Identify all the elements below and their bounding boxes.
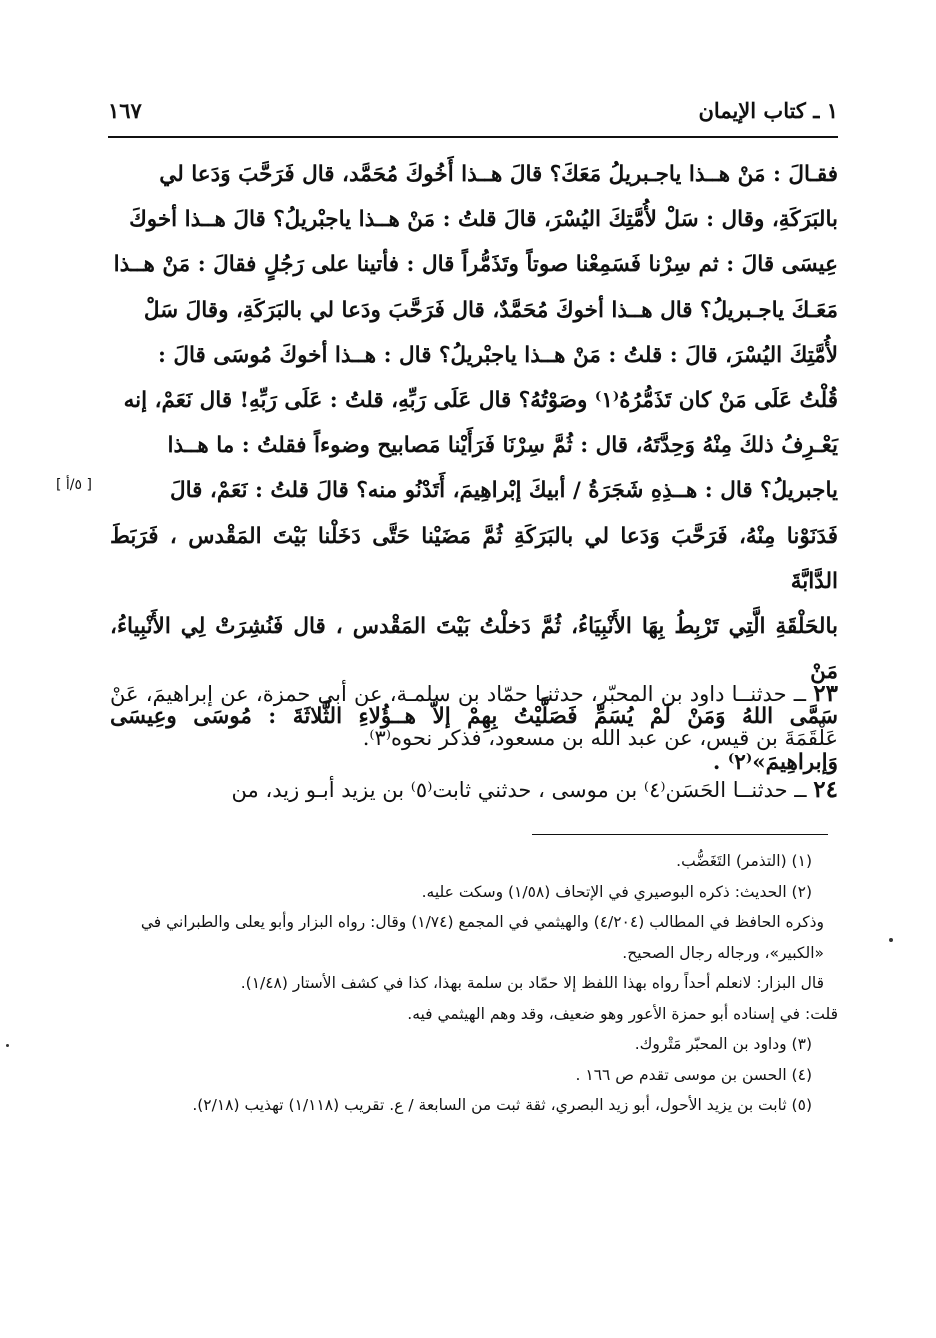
text-line: بالبَرَكَةِ، وقال : سَلْ لأُمَّتِكَ اليُسْرَ، قالَ قلتُ : مَنْ هــذا ياجبْريلُ؟ قالَ هــذا أخوكَ <box>129 207 838 233</box>
text-line: قُلْتُ عَلَى مَنْ كان تَذَمُّرُهُ⁽١⁾ وصَوْتُهُ؟ قال عَلَى رَبِّهِ، قلتُ : عَلَى رَبِّهِ! قال نَعَمْ، إنه <box>123 388 838 414</box>
text-line: فقـالَ : مَنْ هــذا ياجـبريلُ مَعَكَ؟ قالَ هــذا أَخُوكَ مُحَمَّد، قال فَرَحَّبَ وَدَعا لي <box>159 162 838 187</box>
footnote-1: (١) (التذمر) التَغَضُّب. <box>676 852 812 870</box>
hadith-24 <box>110 768 838 812</box>
text-line: فَدَنَوْنا مِنْهُ، فَرَحَّبَ وَدَعا لي بالبَرَكَةِ ثُمَّ مَضَيْنا حَتَّى دَخَلْنا بَيْتَ المَقْدس ، فَرَبَطَ الدَّابَّةَ <box>110 523 838 594</box>
hadith-text: ــ حدثنــا داود بن المحبّر، حدثنـا حمّاد بن سلمـة، عن أبي حمزة، عن إبراهيمَ، عَنْ عَلْقَمَةَ بن قيس، عن عبد الله بن مسعود، فذكر نحوه⁽٣⁾. <box>110 682 838 750</box>
scan-speck <box>6 1044 9 1047</box>
text-line: بالحَلْقَةِ الَّتِي تَرْبِطُ بِهَا الأَنْبِيَاءُ، ثُمَّ دَخلْتُ بَيْتَ المَقْدس ، قال فَنُشِرَتْ لِي الأَنْبِياءُ، مَنْ <box>110 614 838 685</box>
footnote-rule <box>532 834 828 835</box>
hadith-text: ــ حدثنــا الحَسَن⁽٤⁾ بن موسى ، حدثني ثابت⁽٥⁾ بن يزيد أبـو زيد، من <box>231 778 807 802</box>
header-rule <box>108 136 838 138</box>
text-line: مَعَـكَ ياجـبريلُ؟ قال هــذا أخوكَ مُحَمَّدٌ، قال فَرَحَّبَ ودَعا لي بالبَرَكَةِ، وقالَ سَلْ <box>143 297 838 323</box>
chapter-title: ١ ـ كتاب الإيمان <box>698 97 838 123</box>
footnote-4: (٤) الحسن بن موسى تقدم ص ١٦٦ . <box>575 1065 812 1084</box>
footnote-3: (٣) وداود بن المحبّر مَتْروك. <box>634 1035 812 1053</box>
footnote-2-continued: قال البزار: لانعلم أحداً رواه بهذا اللفظ إلا حمّاد بن سلمة بهذا، كذا في كشف الأستار (١/٤٨). <box>240 974 824 992</box>
text-line: لأُمَّتِكَ اليُسْرَ، قالَ : قلتُ : مَنْ هــذا ياجبْريلُ؟ قال : هــذا أخوكَ مُوسَى قالَ : <box>157 342 838 368</box>
hadith-23 <box>110 672 838 760</box>
text-line: سَمَّى اللهُ وَمَنْ لَمْ يُسَمِّ فَصَلَّيْتُ بِهِمْ إلاّ هــؤُلاءِ الثَّلاثَةَ : مُوسَى وعِيسَى وَإبراهِيمَ»⁽٢⁾ . <box>110 704 838 775</box>
scan-speck <box>889 938 893 942</box>
footnotes <box>110 846 838 1121</box>
footnote-5: (٥) ثابت بن يزيد الأحول، أبو زيد البصري، ثقة ثبت من السابعة / ع. تقريب (١/١١٨) تهذيب (٢/١٨). <box>192 1096 812 1114</box>
text-line: عِيسَى قالَ : ثم سِرْنا فَسَمِعْنا صوتاً وتَذَمُّراً قال : فأتينا على رَجُلٍ فقالَ : مَنْ هــذا <box>113 252 838 278</box>
footnote-2: (٢) الحديث: ذكره البوصيري في الإتحاف (١/٥٨) وسكت عليه. <box>421 882 812 901</box>
margin-manuscript-note: [ ٥/أ ] <box>56 477 92 493</box>
footnote-2-continued: وذكره الحافظ في المطالب (٤/٢٠٤) والهيثمي في المجمع (١/٧٤) وقال: رواه البزار وأبو يعلى والطبراني في «الكبير»، ورجاله رجال الصحيح. <box>140 913 824 962</box>
text-line: ياجبريلُ؟ قال : هــذِهِ شَجَرَةُ / أبيكَ إبْراهِيمَ، أَتَدْنُو منه؟ قالَ قلتُ : نَعَمْ، قالَ <box>169 478 838 504</box>
hadith-number: ٢٣ <box>813 680 838 707</box>
page-number: ١٦٧ <box>108 97 142 123</box>
text-line: يَعْـرِفُ ذلكَ مِنْهُ وَحِدَّتَهُ، قال : ثُمَّ سِرْنَا فَرَأَيْنا مَصابيح وضوءاً فقلتُ : ما هــذا <box>167 433 838 459</box>
hadith-number: ٢٤ <box>813 776 838 803</box>
page-header <box>108 92 838 128</box>
footnote-2-comment: قلت: في إسناده أبو حمزة الأعور وهو ضعيف، وقد وهم الهيثمي فيه. <box>407 1004 838 1023</box>
